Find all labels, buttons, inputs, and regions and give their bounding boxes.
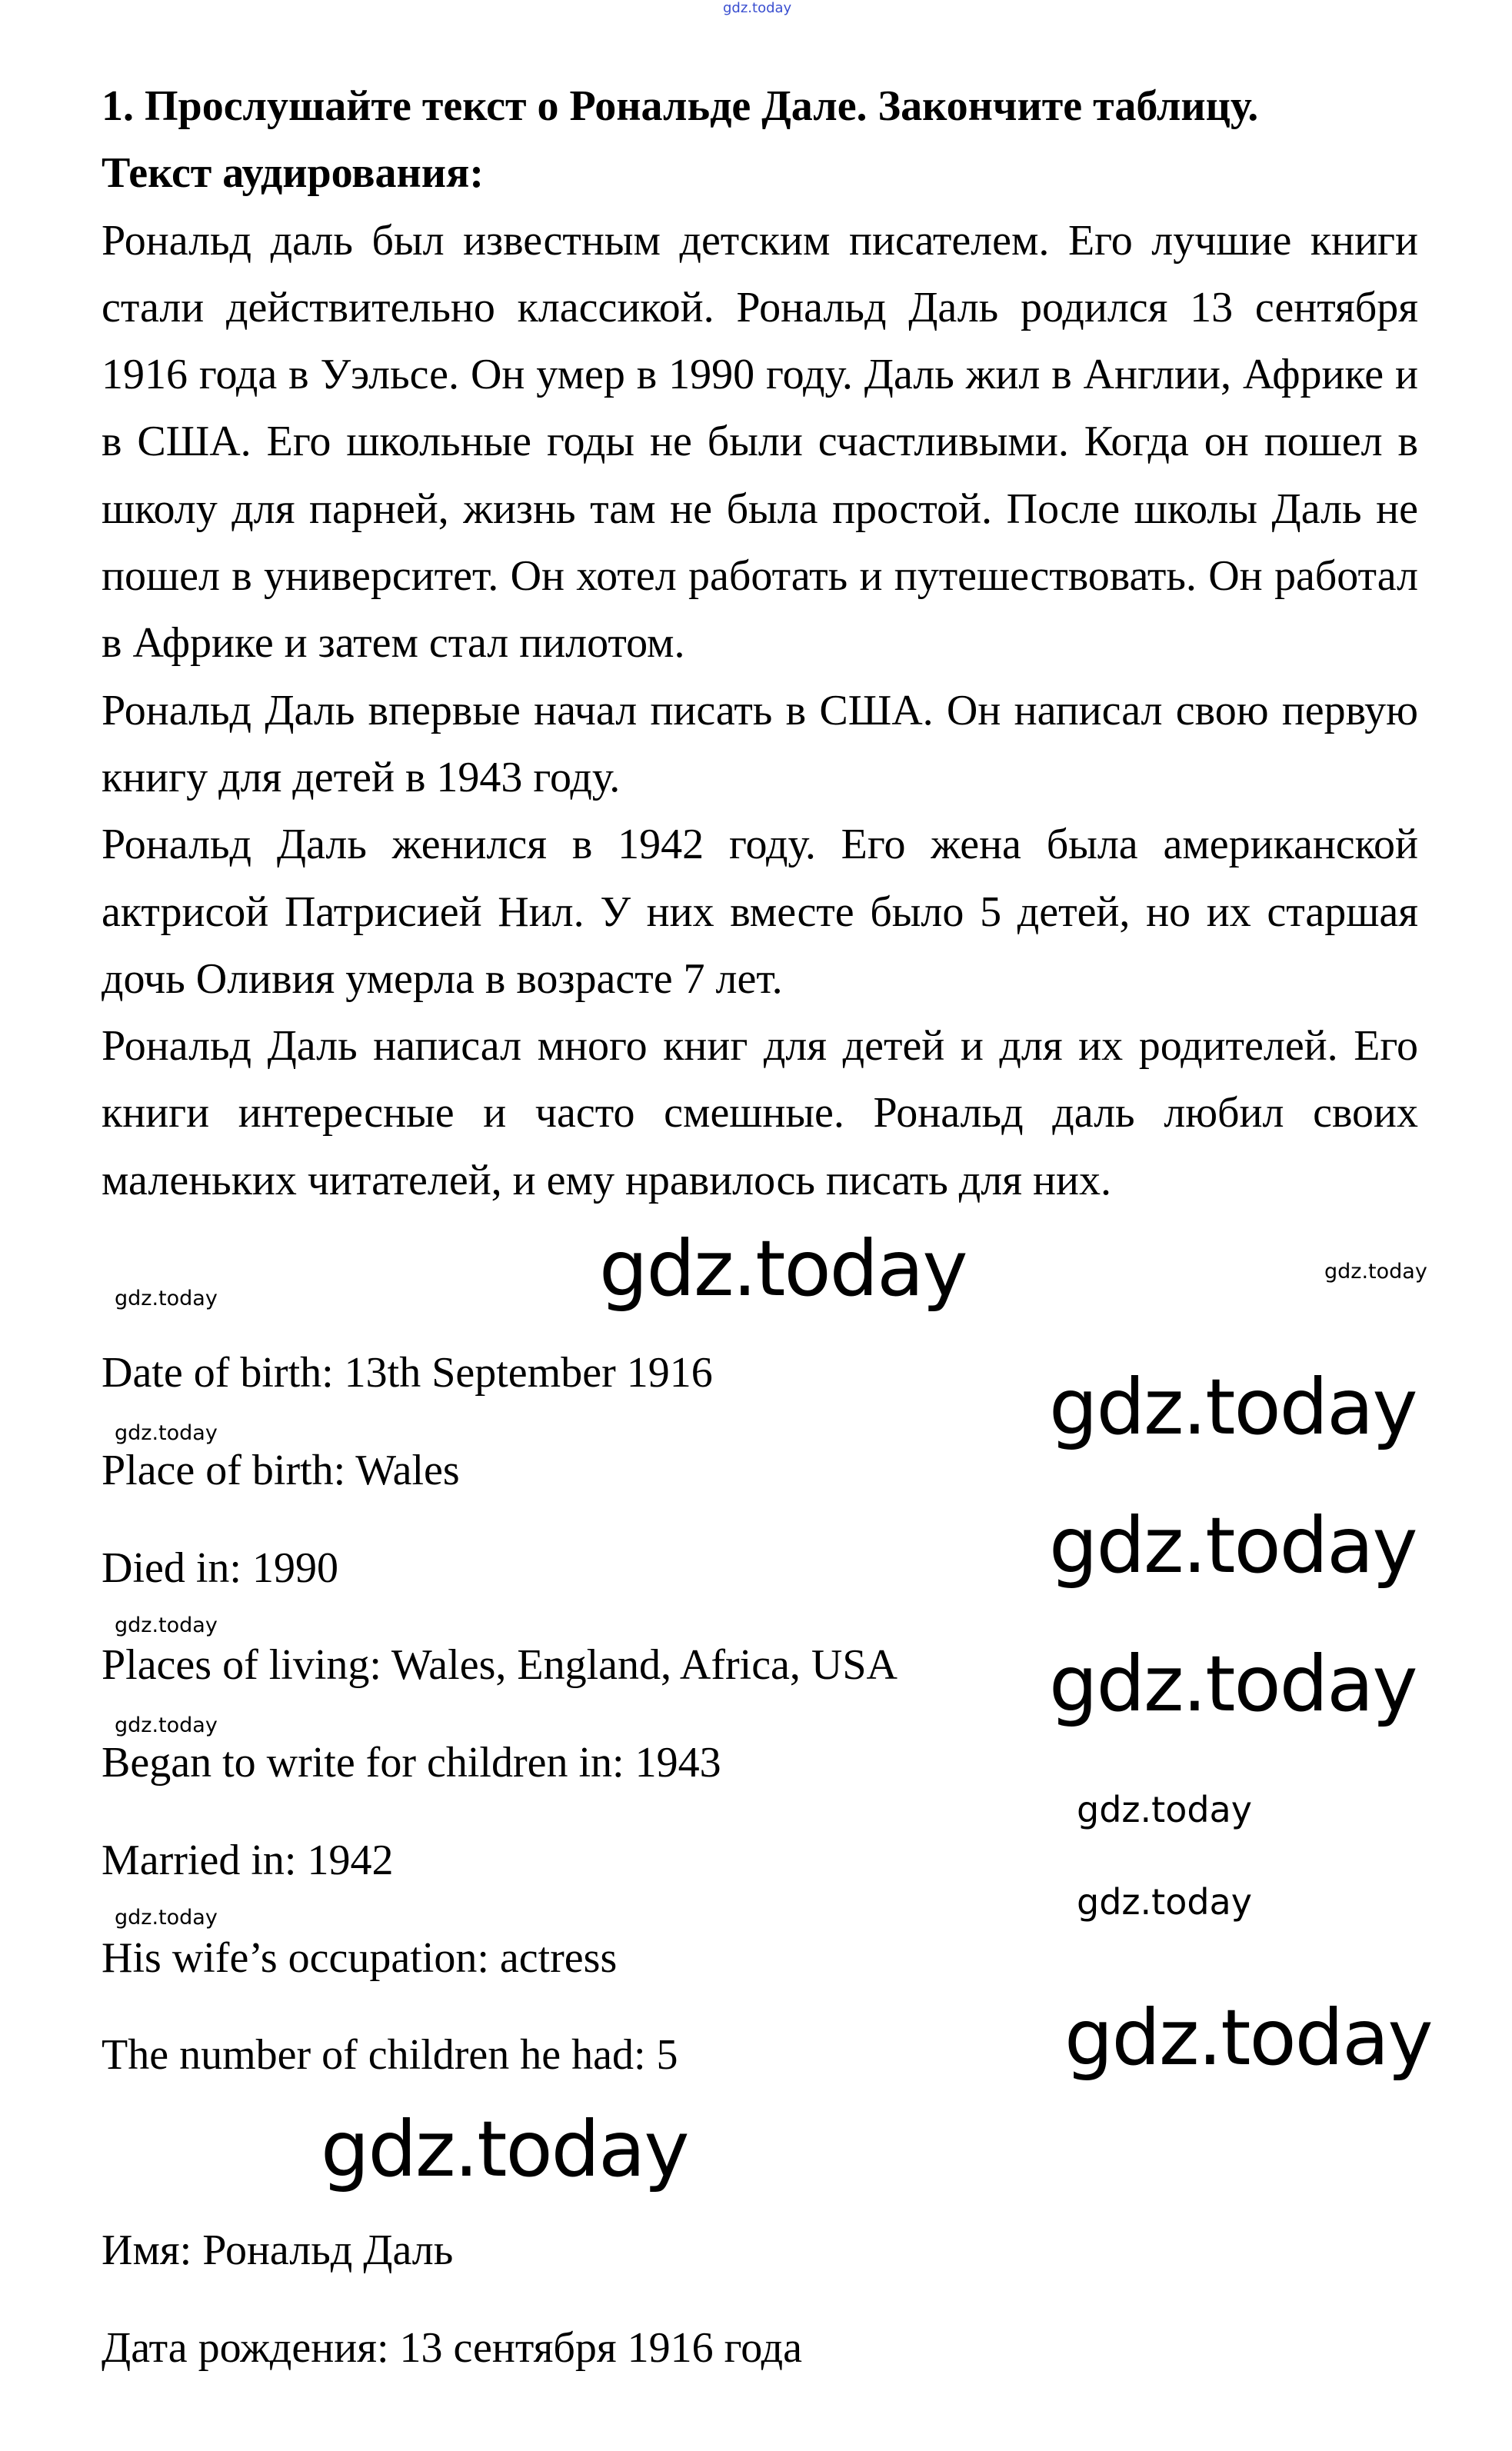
watermark: gdz.today	[599, 1224, 967, 1314]
paragraph: Рональд даль был известным детским писателем. Его лучшие книги стали действительно классикой. Рональд Даль родился 13 сентября 1916 года в Уэльсе. Он умер в 1990 году. Даль жил в Англии, Африке и в США. Его школьные годы не были счастливыми. Когда он пошел в школу для парней, жизнь там не была простой. После школы Даль не пошел в университет. Он хотел работать и путешествовать. Он работал в Африке и затем стал пилотом.	[102, 216, 1418, 668]
paragraph: Рональд Даль написал много книг для детей и для их родителей. Его книги интересные и часто смешные. Рональд даль любил своих маленьких читателей, и ему нравилось писать для них.	[102, 1022, 1418, 1204]
watermark: gdz.today	[321, 2104, 688, 2194]
answer-line: Date of birth: 13th September 1916	[102, 1349, 713, 1397]
answer-line: Died in: 1990	[102, 1544, 338, 1592]
paragraph: Рональд Даль женился в 1942 году. Его жена была американской актрисой Патрисией Нил. У них вместе было 5 детей, но их старшая дочь Оливия умерла в возрасте 7 лет.	[102, 821, 1418, 1003]
watermark: gdz.today	[115, 1421, 218, 1445]
answer-line: Married in: 1942	[102, 1837, 394, 1884]
watermark: gdz.today	[115, 1613, 218, 1637]
watermark: gdz.today	[1049, 1639, 1417, 1729]
watermark: gdz.today	[1077, 1881, 1252, 1923]
subtitle: Текст аудирования:	[102, 149, 484, 198]
watermark: gdz.today	[1324, 1260, 1427, 1284]
answer-line: Дата рождения: 13 сентября 1916 года	[102, 2324, 802, 2372]
watermark: gdz.today	[1077, 1789, 1252, 1830]
listening-text	[102, 73, 1418, 1214]
watermark: gdz.today	[1064, 1993, 1432, 2083]
answer-line: Имя: Рональд Даль	[102, 2226, 454, 2274]
task-heading: 1. Прослушайте текст о Рональде Дале. Закончите таблицу.	[102, 82, 1259, 130]
answer-line: His wife’s occupation: actress	[102, 1934, 618, 1982]
watermark: gdz.today	[1049, 1362, 1417, 1452]
watermark: gdz.today	[723, 0, 792, 16]
watermark: gdz.today	[115, 1906, 218, 1930]
watermark: gdz.today	[115, 1713, 218, 1737]
answer-line: Places of living: Wales, England, Africa, USA	[102, 1641, 898, 1689]
answer-line: Began to write for children in: 1943	[102, 1739, 721, 1787]
paragraph: Рональд Даль впервые начал писать в США. Он написал свою первую книгу для детей в 1943 году.	[102, 686, 1418, 801]
answer-line: Place of birth: Wales	[102, 1447, 460, 1494]
watermark: gdz.today	[115, 1287, 218, 1310]
answer-line: The number of children he had: 5	[102, 2031, 678, 2079]
watermark: gdz.today	[1049, 1500, 1417, 1590]
